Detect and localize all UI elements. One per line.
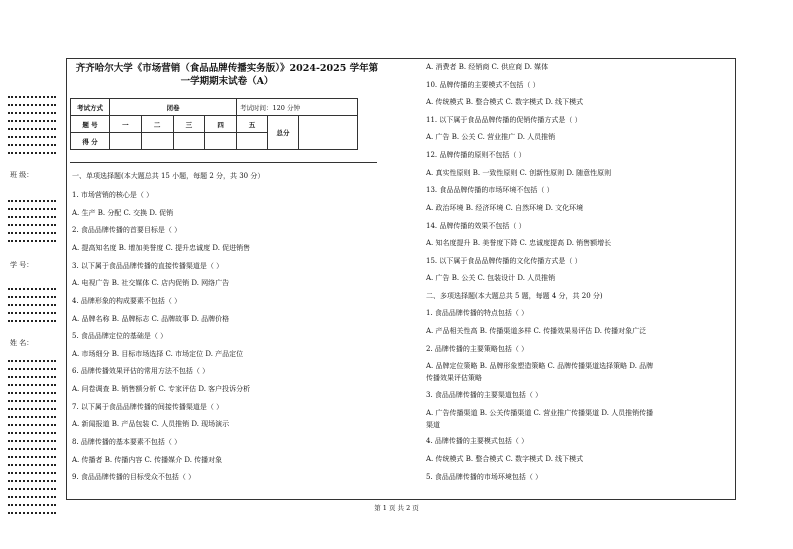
question: 5. 食品品牌传播的市场环境包括（ ）: [426, 473, 543, 481]
dotted-line: [8, 432, 56, 436]
dotted-line: [8, 240, 56, 244]
dotted-line: [8, 288, 56, 292]
dotted-line: [8, 312, 56, 316]
section-three: 三: [173, 116, 205, 133]
question: 2. 品牌传播的主要策略包括（ ）: [426, 345, 529, 353]
options: A. 真实性原则 B. 一致性原则 C. 创新性原则 D. 随意性原则: [426, 169, 612, 177]
dotted-line: [8, 400, 56, 404]
question: 8. 品牌传播的基本要素不包括（ ）: [72, 438, 182, 446]
dotted-line: [8, 424, 56, 428]
options: A. 传播者 B. 传播内容 C. 传播媒介 D. 传播对象: [72, 456, 223, 464]
options: A. 广告 B. 公关 C. 包装设计 D. 人员推销: [426, 274, 556, 282]
dotted-line: [8, 136, 56, 140]
question: 6. 品牌传播效果评估的常用方法不包括（ ）: [72, 367, 210, 375]
score-cell[interactable]: [173, 133, 205, 150]
dotted-line: [8, 376, 56, 380]
score-label: 得 分: [71, 133, 110, 150]
score-cell[interactable]: [205, 133, 237, 150]
options: A. 新闻报道 B. 产品包装 C. 人员推销 D. 现场演示: [72, 420, 230, 428]
dotted-line: [8, 416, 56, 420]
question: 5. 食品品牌定位的基础是（ ）: [72, 332, 168, 340]
section-one: 一: [110, 116, 142, 133]
exam-mode-label: 考试方式: [71, 99, 110, 116]
question: 15. 以下属于食品品牌传播的文化传播方式是（ ）: [426, 257, 582, 265]
dotted-line: [8, 200, 56, 204]
title-line-1: 齐齐哈尔大学《市场营销（食品品牌传播实务版）》2024-2025 学年第: [75, 63, 379, 74]
dotted-line: [8, 296, 56, 300]
section-heading: 一、单项选择题(本大题总共 15 小题，每题 2 分，共 30 分）: [72, 172, 265, 180]
dotted-line: [8, 496, 56, 500]
dotted-line: [8, 480, 56, 484]
options: A. 政治环境 B. 经济环境 C. 自然环境 D. 文化环境: [426, 204, 584, 212]
exam-mode-value: 闭卷: [110, 99, 237, 116]
dotted-line: [8, 112, 56, 116]
question: 10. 品牌传播的主要模式不包括（ ）: [426, 81, 540, 89]
dotted-line: [8, 144, 56, 148]
score-cell[interactable]: [141, 133, 173, 150]
options: A. 知名度提升 B. 美誉度下降 C. 忠诚度提高 D. 销售额增长: [426, 239, 612, 247]
dotted-line: [8, 472, 56, 476]
binding-margin: [8, 92, 58, 522]
dotted-line: [8, 440, 56, 444]
dotted-line: [8, 392, 56, 396]
total-score-cell[interactable]: [299, 116, 358, 150]
section-heading: 二、多项选择题(本大题总共 5 题，每题 4 分，共 20 分): [426, 292, 603, 300]
dotted-line: [8, 120, 56, 124]
dotted-line: [8, 96, 56, 100]
options-continued: 传播效果评估策略: [426, 374, 482, 382]
question: 11. 以下属于食品品牌传播的促销传播方式是（ ）: [426, 116, 582, 124]
name-label: 姓 名：: [10, 339, 34, 347]
dotted-line: [8, 128, 56, 132]
dotted-line: [8, 456, 56, 460]
question: 9. 食品品牌传播的目标受众不包括（ ）: [72, 473, 196, 481]
options: A. 提高知名度 B. 增加美誉度 C. 提升忠诚度 D. 促进销售: [72, 244, 251, 252]
dotted-line: [8, 368, 56, 372]
dotted-line: [8, 216, 56, 220]
dotted-line: [8, 408, 56, 412]
options: A. 生产 B. 分配 C. 交换 D. 促销: [72, 209, 174, 217]
question: 14. 品牌传播的效果不包括（ ）: [426, 222, 526, 230]
options: A. 广告传播渠道 B. 公关传播渠道 C. 营业推广传播渠道 D. 人员推销传播: [426, 409, 654, 417]
dotted-line: [8, 384, 56, 388]
question: 4. 品牌传播的主要模式包括（ ）: [426, 437, 529, 445]
dotted-line: [8, 488, 56, 492]
score-cell[interactable]: [237, 133, 268, 150]
dotted-line: [8, 232, 56, 236]
question: 2. 食品品牌传播的首要目标是（ ）: [72, 226, 182, 234]
question: 13. 食品品牌传播的市场环境不包括（ ）: [426, 186, 554, 194]
score-cell[interactable]: [110, 133, 142, 150]
options: A. 传统模式 B. 整合模式 C. 数字模式 D. 线下模式: [426, 455, 584, 463]
exam-time: 考试时间：120 分钟: [237, 99, 358, 116]
dotted-line: [8, 304, 56, 308]
options: A. 广告 B. 公关 C. 营业推广 D. 人员推销: [426, 133, 556, 141]
dotted-line: [8, 224, 56, 228]
section-two: 二: [141, 116, 173, 133]
class-label: 班 级：: [10, 171, 34, 179]
question: 12. 品牌传播的原则不包括（ ）: [426, 151, 526, 159]
options: A. 品牌定位策略 B. 品牌形象塑造策略 C. 品牌传播渠道选择策略 D. 品牌: [426, 362, 654, 370]
dotted-line: [8, 464, 56, 468]
options-continued: 渠道: [426, 421, 440, 429]
options: A. 电视广告 B. 社交媒体 C. 店内促销 D. 网络广告: [72, 279, 230, 287]
question: 3. 食品品牌传播的主要渠道包括（ ）: [426, 391, 543, 399]
options: A. 市场细分 B. 目标市场选择 C. 市场定位 D. 产品定位: [72, 350, 244, 358]
total-label: 总分: [268, 116, 299, 150]
options: A. 消费者 B. 经销商 C. 供应商 D. 媒体: [426, 63, 549, 71]
question: 3. 以下属于食品品牌传播的直接传播渠道是（ ）: [72, 262, 224, 270]
dotted-line: [8, 360, 56, 364]
options: A. 问卷调查 B. 销售额分析 C. 专家评估 D. 客户投诉分析: [72, 385, 251, 393]
section-five: 五: [237, 116, 268, 133]
dotted-line: [8, 208, 56, 212]
exam-info-table: [70, 98, 358, 150]
question: 4. 品牌形象的构成要素不包括（ ）: [72, 297, 182, 305]
section-four: 四: [205, 116, 237, 133]
dotted-line: [8, 512, 56, 516]
dotted-line: [8, 152, 56, 156]
exam-title: [72, 62, 382, 88]
student-id-label: 学 号：: [10, 261, 34, 269]
dotted-line: [8, 320, 56, 324]
dotted-line: [8, 104, 56, 108]
dotted-line: [8, 448, 56, 452]
page-footer: 第 1 页 共 2 页: [374, 504, 419, 512]
title-line-2: 一学期期末试卷（A）: [180, 76, 274, 87]
divider: [70, 162, 377, 163]
options: A. 品牌名称 B. 品牌标志 C. 品牌故事 D. 品牌价格: [72, 315, 230, 323]
question-no-label: 题 号: [71, 116, 110, 133]
question: 7. 以下属于食品品牌传播的间接传播渠道是（ ）: [72, 403, 224, 411]
options: A. 传统模式 B. 整合模式 C. 数字模式 D. 线下模式: [426, 98, 584, 106]
question: 1. 食品品牌传播的特点包括（ ）: [426, 309, 529, 317]
options: A. 产品相关性高 B. 传播渠道多样 C. 传播效果易评估 D. 传播对象广泛: [426, 327, 647, 335]
question: 1. 市场营销的核心是（ ）: [72, 191, 154, 199]
